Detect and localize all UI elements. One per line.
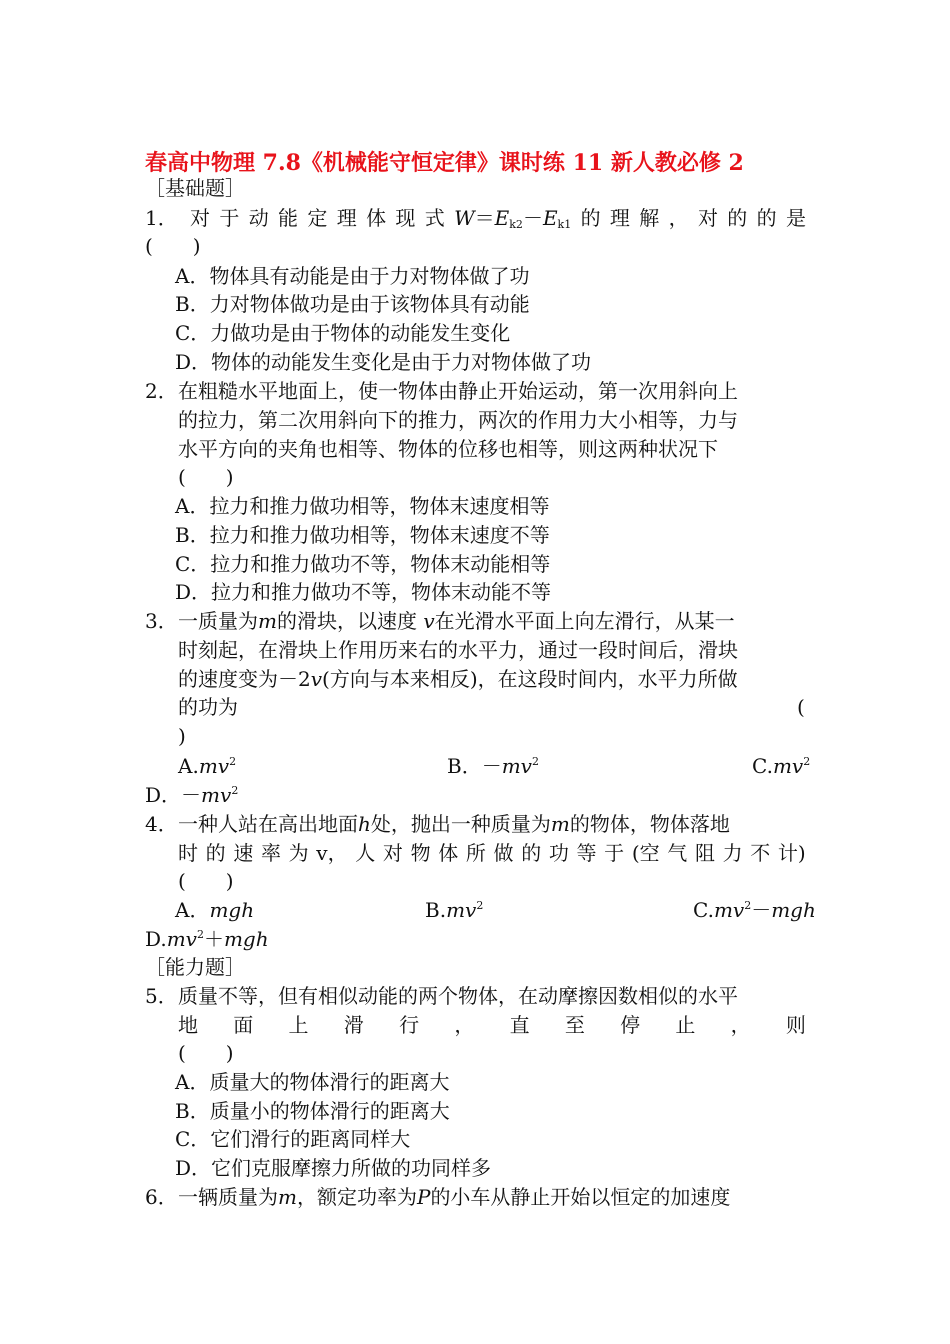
q6-var-p: P [416, 1185, 431, 1209]
q4-answer-paren: ( ) [178, 869, 234, 893]
q4-option-expr: mv [713, 898, 745, 922]
q2-option-c: C．拉力和推力做功不等，物体末动能相等 [175, 552, 551, 576]
q4-line-char: 的 [205, 841, 226, 865]
q3-line-1 [178, 607, 735, 635]
q3-text: 的滑块，以速度 [276, 609, 417, 633]
q4-var-h: h [358, 812, 371, 836]
q4-option-c [693, 896, 816, 924]
q4-line-char: 气 [667, 841, 688, 865]
q5-line-char: 行 [399, 1013, 420, 1037]
q4-option-op: ＋ [203, 927, 224, 951]
q4-line-char: 所 [465, 841, 486, 865]
q1-stem-char: 动 [248, 206, 269, 230]
q1-formula-w: W [454, 206, 475, 230]
document-title: 春高中物理 7.8《机械能守恒定律》课时练 11 新人教必修 2 [145, 150, 744, 176]
q4-text: 处，抛出一种质量为 [370, 812, 551, 836]
q3-text: 的速度变为－2 [178, 667, 311, 691]
q5-line-char: 面 [233, 1013, 254, 1037]
q3-option-d [145, 781, 238, 809]
q5-option-b: B．质量小的物体滑行的距离大 [175, 1099, 450, 1123]
q3-text: (方向与本来相反)，在这段时间内，水平力所做 [322, 667, 738, 691]
q1-stem-char: 理 [609, 206, 630, 230]
q4-option-expr: mgh [771, 898, 816, 922]
q3-option-expr: mv [198, 754, 230, 778]
q4-option-expr: mgh [209, 898, 255, 922]
q4-option-label: C. [693, 898, 714, 922]
q3-option-label: A. [178, 754, 199, 778]
q4-line-1 [178, 810, 730, 838]
q4-line-char: 计) [777, 841, 806, 865]
q4-line-char: 等 [576, 841, 597, 865]
q5-number: 5． [145, 984, 178, 1008]
q5-line-char: 上 [288, 1013, 309, 1037]
q1-formula-e: E [494, 206, 510, 230]
q1-stem-char: 的 [727, 206, 748, 230]
q3-superscript: 2 [531, 755, 539, 768]
q5-line-char: ， [454, 1013, 475, 1037]
q4-line-char: 功 [548, 841, 569, 865]
q3-line-3 [178, 665, 738, 693]
q2-line-2: 的拉力，第二次用斜向下的推力，两次的作用力大小相等，力与 [178, 408, 738, 432]
q5-line-char: 地 [178, 1013, 198, 1037]
q4-text: 一种人站在高出地面 [178, 812, 358, 836]
q4-line-char: 力 [722, 841, 743, 865]
q1-stem-char: 现 [395, 206, 416, 230]
q1-answer-paren: ( ) [145, 234, 201, 258]
q6-text: ，额定功率为 [296, 1185, 417, 1209]
q4-option-b [425, 896, 483, 924]
q1-stem [190, 204, 806, 232]
q4-line-char: 时 [178, 841, 198, 865]
q4-line-char: 速 [233, 841, 254, 865]
q1-stem-char: 的 [756, 206, 777, 230]
q5-line-char: ， [730, 1013, 751, 1037]
q4-line-char: 为 [288, 841, 309, 865]
q1-formula-e: E [542, 206, 558, 230]
q1-option-a: A．物体具有动能是由于力对物体做了功 [175, 264, 530, 288]
q5-line-2 [178, 1011, 806, 1039]
q4-line-2 [178, 839, 806, 867]
q4-var-m: m [550, 812, 570, 836]
q4-option-op: － [751, 898, 772, 922]
q1-stem-char: 于 [219, 206, 240, 230]
q1-stem-char: 能 [278, 206, 299, 230]
q3-number: 3． [145, 609, 178, 633]
q4-line-char: v， [316, 841, 348, 865]
q2-answer-paren: ( ) [178, 465, 234, 489]
q3-option-label: B．－ [447, 754, 502, 778]
q1-stem-char: 对 [697, 206, 718, 230]
q1-formula-k1: k1 [557, 218, 572, 231]
q3-option-expr: mv [772, 754, 804, 778]
q3-option-label: C. [752, 754, 773, 778]
q4-line-char: 率 [260, 841, 281, 865]
q1-stem-char: 的 [580, 206, 601, 230]
q4-option-label: A． [175, 898, 210, 922]
q5-line-char: 则 [785, 1013, 806, 1037]
q4-line-char: 于 [604, 841, 625, 865]
q3-text: 一质量为 [178, 609, 258, 633]
q3-option-label: D．－ [145, 783, 202, 807]
q4-line-char: 阻 [694, 841, 715, 865]
q4-option-a [175, 896, 254, 924]
q4-option-d [145, 925, 269, 953]
q1-stem-char: 体 [366, 206, 387, 230]
section-ability: ［能力题］ [145, 955, 245, 979]
q2-option-a: A．拉力和推力做功相等，物体末速度相等 [175, 494, 550, 518]
q1-stem-char: 解 [639, 206, 660, 230]
q3-line-4: 的功为 [178, 695, 238, 719]
q6-text: 的小车从静止开始以恒定的加速度 [430, 1185, 731, 1209]
q1-formula-minus: － [522, 206, 543, 230]
q3-option-a [178, 752, 236, 780]
q4-line-char: 物 [410, 841, 431, 865]
q1-option-b: B．力对物体做功是由于该物体具有动能 [175, 292, 530, 316]
q4-line-char: 体 [438, 841, 459, 865]
q5-line-char: 直 [509, 1013, 530, 1037]
q3-line-2: 时刻起，在滑块上作用历来右的水平力，通过一段时间后，滑块 [178, 638, 738, 662]
q4-option-label: B. [425, 898, 447, 922]
q3-superscript: 2 [803, 755, 811, 768]
q4-line-char: 不 [750, 841, 771, 865]
q5-line-char: 停 [620, 1013, 641, 1037]
section-basic: ［基础题］ [145, 176, 245, 200]
q6-number: 6． [145, 1185, 178, 1209]
q3-var-v: v [423, 609, 435, 633]
q3-var-v: v [310, 667, 323, 691]
q2-number: 2． [145, 379, 178, 403]
q1-stem-char: 定 [307, 206, 328, 230]
q6-text: 一辆质量为 [178, 1185, 278, 1209]
q4-option-expr: mgh [223, 927, 269, 951]
q4-text: 的物体，物体落地 [569, 812, 730, 836]
q6-line-1 [178, 1183, 730, 1211]
q5-option-c: C．它们滑行的距离同样大 [175, 1127, 411, 1151]
q5-line-char: 滑 [343, 1013, 364, 1037]
q1-stem-char: 理 [336, 206, 357, 230]
q1-stem-char: 式 [424, 206, 445, 230]
q4-superscript: 2 [196, 928, 204, 941]
q1-stem-char: ， [668, 206, 689, 230]
q3-superscript: 2 [231, 784, 239, 797]
q4-line-char: 对 [382, 841, 403, 865]
q1-formula-k2: k2 [509, 218, 523, 231]
q4-line-char: 做 [493, 841, 514, 865]
q4-line-char: 人 [355, 841, 376, 865]
q3-option-b [447, 752, 539, 780]
q3-var-m: m [258, 609, 277, 633]
q3-option-expr: mv [201, 783, 232, 807]
q3-superscript: 2 [229, 755, 237, 768]
q1-formula-eq: ＝ [474, 206, 495, 230]
q1-number: 1． [145, 206, 178, 230]
q2-line-3: 水平方向的夹角也相等、物体的位移也相等，则这两种状况下 [178, 437, 718, 461]
q5-answer-paren: ( ) [178, 1041, 234, 1065]
q4-option-label: D. [145, 927, 167, 951]
q4-line-char: 的 [521, 841, 542, 865]
q3-open-paren: ( [797, 695, 805, 719]
q1-stem-char: 对 [190, 206, 210, 230]
q4-superscript: 2 [476, 899, 484, 912]
q2-option-b: B．拉力和推力做功相等，物体末速度不等 [175, 523, 550, 547]
q5-option-a: A．质量大的物体滑行的距离大 [175, 1070, 450, 1094]
q6-var-m: m [278, 1185, 297, 1209]
q1-stem-char: 是 [785, 206, 806, 230]
q4-option-expr: mv [166, 927, 197, 951]
q2-option-d: D．拉力和推力做功不等，物体末动能不等 [175, 580, 552, 604]
q4-option-expr: mv [446, 898, 477, 922]
q3-close-paren: ) [178, 724, 186, 748]
q4-superscript: 2 [744, 899, 752, 912]
q5-option-d: D．它们克服摩擦力所做的功同样多 [175, 1156, 492, 1180]
q3-text: 在光滑水平面上向左滑行，从某一 [434, 609, 735, 633]
q4-line-char: (空 [631, 841, 660, 865]
q3-option-expr: mv [501, 754, 532, 778]
q4-number: 4． [145, 812, 178, 836]
q5-line-1: 质量不等，但有相似动能的两个物体，在动摩擦因数相似的水平 [178, 984, 738, 1008]
q1-option-c: C．力做功是由于物体的动能发生变化 [175, 321, 511, 345]
q1-formula [454, 204, 571, 232]
q3-option-c [752, 752, 810, 780]
q5-line-char: 至 [564, 1013, 585, 1037]
q5-line-char: 止 [675, 1013, 696, 1037]
q2-line-1: 在粗糙水平地面上，使一物体由静止开始运动，第一次用斜向上 [178, 379, 738, 403]
q1-option-d: D．物体的动能发生变化是由于力对物体做了功 [175, 350, 592, 374]
